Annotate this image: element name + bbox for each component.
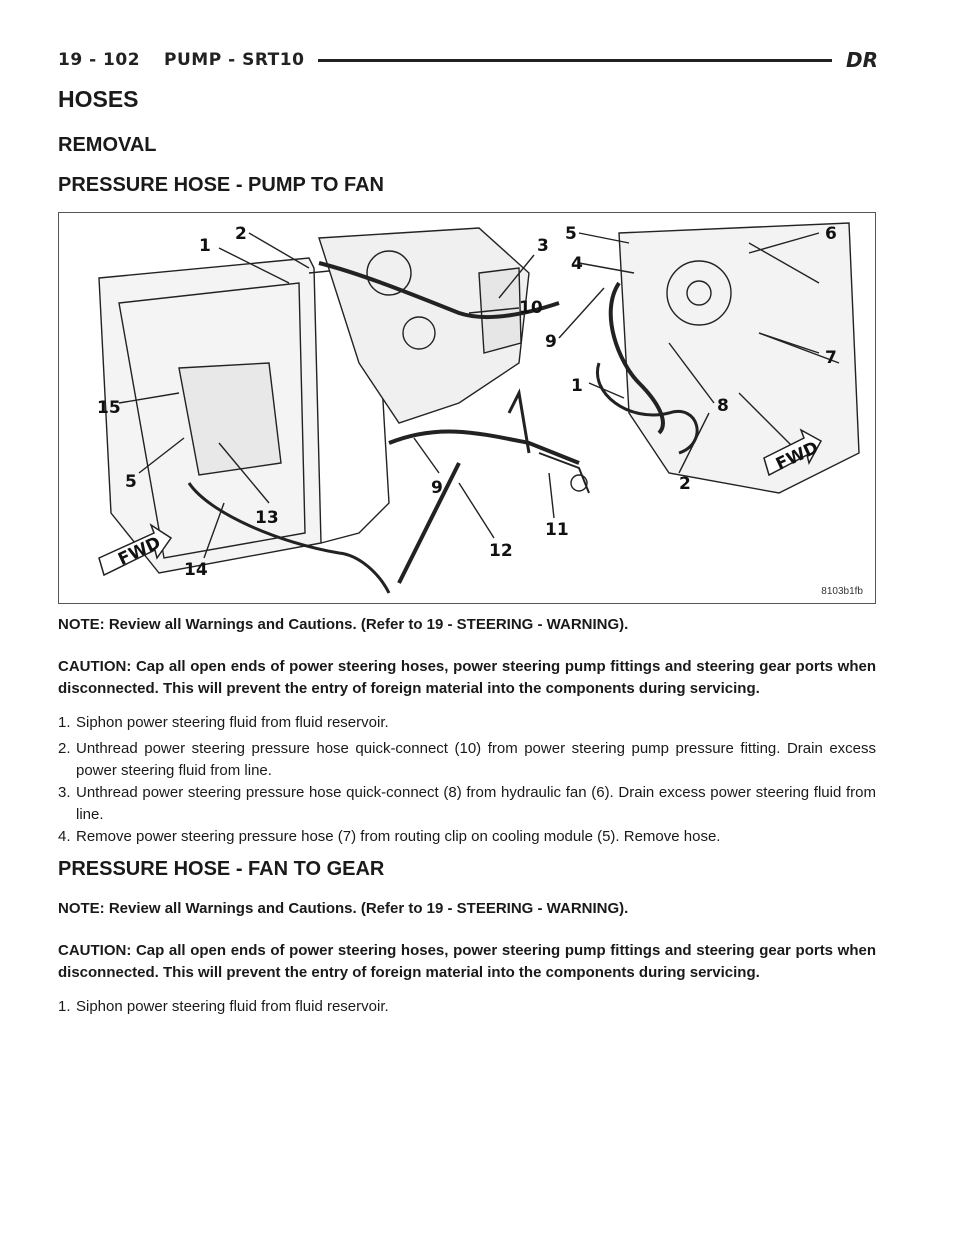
step-1-1 [58,712,876,734]
callout-13: 13 [255,508,279,528]
callout-14: 14 [184,560,208,580]
callout-6: 6 [825,224,837,244]
gear-line [509,393,529,453]
callout-15: 15 [97,398,121,418]
page-header [58,46,878,74]
step-text: Unthread power steering pressure hose quick-connect (8) from hydraulic fan (6). Drain excess power steering fluid from line. [76,784,876,823]
header-rule [318,59,832,62]
callout-12: 12 [489,541,513,561]
step-1-2 [58,738,876,782]
step-number: 4. [58,828,71,845]
heading-removal: REMOVAL [58,134,157,156]
fwd-label-lower: FWD [115,532,164,570]
step-text: Unthread power steering pressure hose quick-connect (10) from power steering pump pressure fitting. Drain excess power steering fluid from line. [76,740,876,779]
step-text: Siphon power steering fluid from fluid reservoir. [76,714,389,731]
step-number: 1. [58,998,71,1015]
caution-2: CAUTION: Cap all open ends of power steering hoses, power steering pump fittings and steering gear ports when disconnected. This will prevent the entry of foreign material into the components during servicing. [58,942,876,981]
step-2-1 [58,996,876,1018]
callout-1b: 1 [571,376,583,396]
callout-9a: 9 [545,332,557,352]
hose-diagram [59,213,875,603]
note-2: NOTE: Review all Warnings and Cautions. (Refer to 19 - STEERING - WARNING). [58,900,629,917]
section-title: PUMP - SRT10 [164,50,305,70]
step-number: 2. [58,740,71,757]
callout-2a: 2 [235,224,247,244]
fwd-label-upper: FWD [772,437,822,475]
step-1-4 [58,826,876,848]
heading-hoses: HOSES [58,86,139,112]
callout-9b: 9 [431,478,443,498]
heading-pump-to-fan: PRESSURE HOSE - PUMP TO FAN [58,174,384,196]
step-number: 1. [58,714,71,731]
callout-1a: 1 [199,236,211,256]
callout-8: 8 [717,396,729,416]
callout-3: 3 [537,236,549,256]
callout-5a: 5 [565,224,577,244]
callout-7: 7 [825,348,837,368]
note-1: NOTE: Review all Warnings and Cautions. (Refer to 19 - STEERING - WARNING). [58,616,629,633]
caution-1: CAUTION: Cap all open ends of power steering hoses, power steering pump fittings and steering gear ports when disconnected. This will prevent the entry of foreign material into the components during servicing. [58,658,876,697]
step-number: 3. [58,784,71,801]
step-text: Siphon power steering fluid from fluid reservoir. [76,998,389,1015]
step-text: Remove power steering pressure hose (7) from routing clip on cooling module (5). Remove hose. [76,828,721,845]
heading-fan-to-gear: PRESSURE HOSE - FAN TO GEAR [58,858,385,880]
leader-12 [459,483,494,538]
callout-5b: 5 [125,472,137,492]
page-number: 19 - 102 [58,50,141,70]
callout-10: 10 [519,298,543,318]
hose-diagram-figure [58,212,876,604]
callout-11: 11 [545,520,569,540]
model-code: DR [845,48,878,72]
hydraulic-fan-shroud [619,223,859,493]
step-1-3 [58,782,876,826]
leader-9b [414,438,439,473]
callout-2b: 2 [679,474,691,494]
leader-11 [549,473,554,518]
figure-code: 8103b1fb [821,586,863,597]
leader-9a [559,288,604,338]
hose-to-gear [399,463,459,583]
callout-4: 4 [571,254,583,274]
